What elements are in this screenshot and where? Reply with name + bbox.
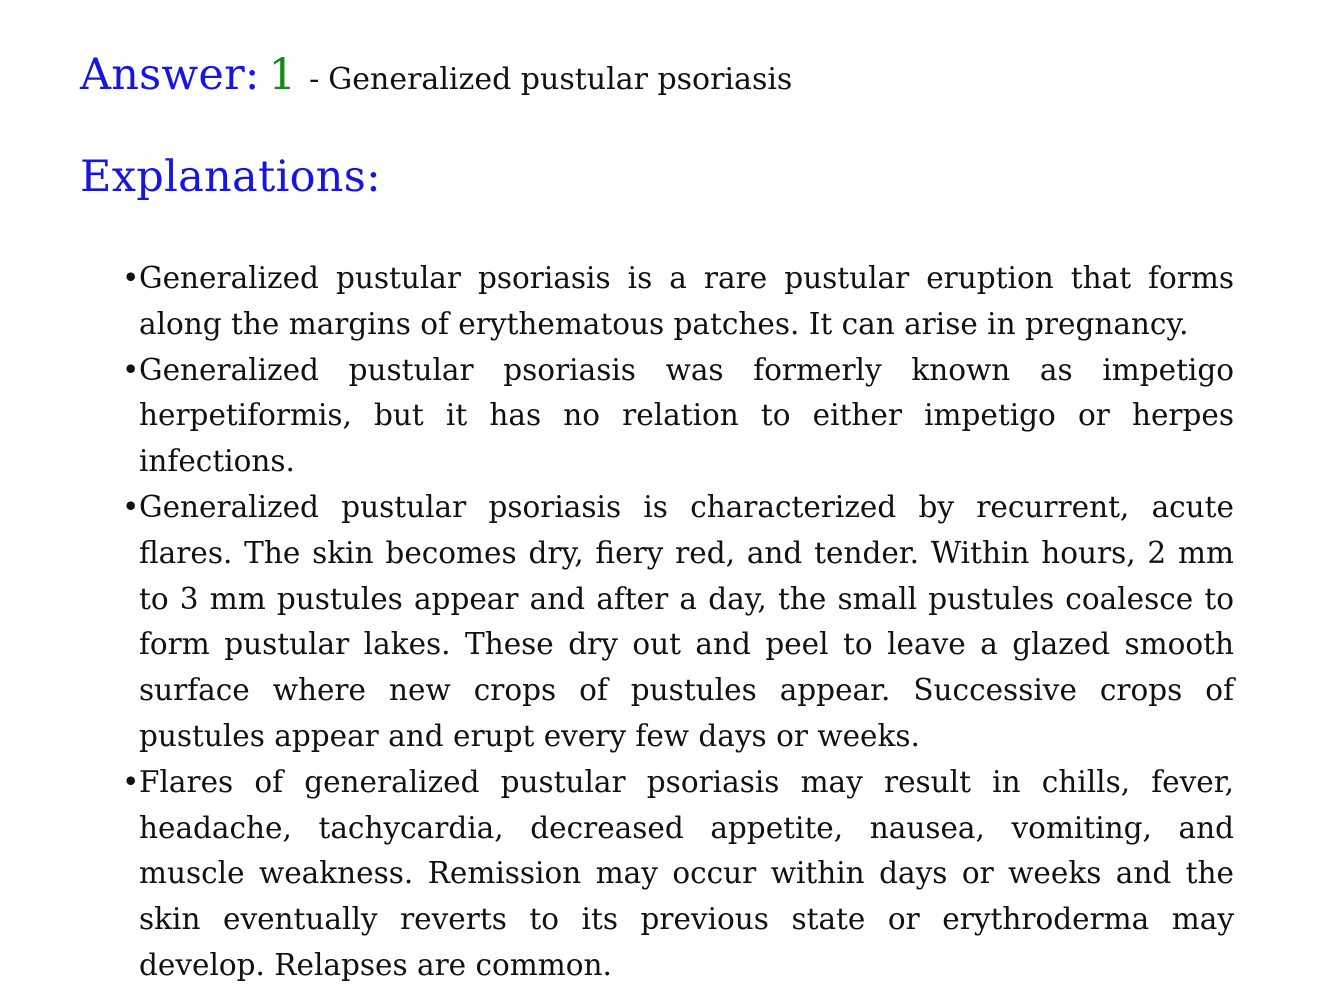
list-item-text: Generalized pustular psoriasis is a rare pustular eruption that forms along the margins of erythematous patches. It can arise in pregnancy. (139, 261, 1234, 341)
answer-label: Answer: (80, 50, 260, 100)
bullet-icon: • (122, 352, 140, 387)
list-item-text: Flares of generalized pustular psoriasis may result in chills, fever, headache, tachycardia, decreased appetite, nausea, vomiting, and muscle weakness. Remission may occur within days or weeks and the skin eventually reverts to its previous state or erythroderma may develop. Relapses are common. (139, 764, 1234, 982)
answer-text: Generalized pustular psoriasis (328, 62, 793, 97)
answer-line (80, 50, 792, 100)
explanations-list (122, 256, 1234, 989)
explanations-title: Explanations: (80, 152, 381, 202)
bullet-icon: • (122, 489, 140, 524)
list-item (122, 485, 1234, 760)
list-item (122, 760, 1234, 989)
answer-dash: - (309, 62, 320, 97)
bullet-icon: • (122, 764, 140, 799)
list-item (122, 348, 1234, 485)
list-item (122, 256, 1234, 348)
list-item-text: Generalized pustular psoriasis is characterized by recurrent, acute flares. The skin becomes dry, fiery red, and tender. Within hours, 2 mm to 3 mm pustules appear and after a day, the small pustules coalesce to form pustular lakes. These dry out and peel to leave a glazed smooth surface where new crops of pustules appear. Successive crops of pustules appear and erupt every few days or weeks. (139, 489, 1234, 753)
bullet-icon: • (122, 261, 140, 295)
answer-number: 1 (268, 50, 296, 100)
list-item-text: Generalized pustular psoriasis was formerly known as impetigo herpetiformis, but it has no relation to either impetigo or herpes infections. (139, 352, 1234, 479)
